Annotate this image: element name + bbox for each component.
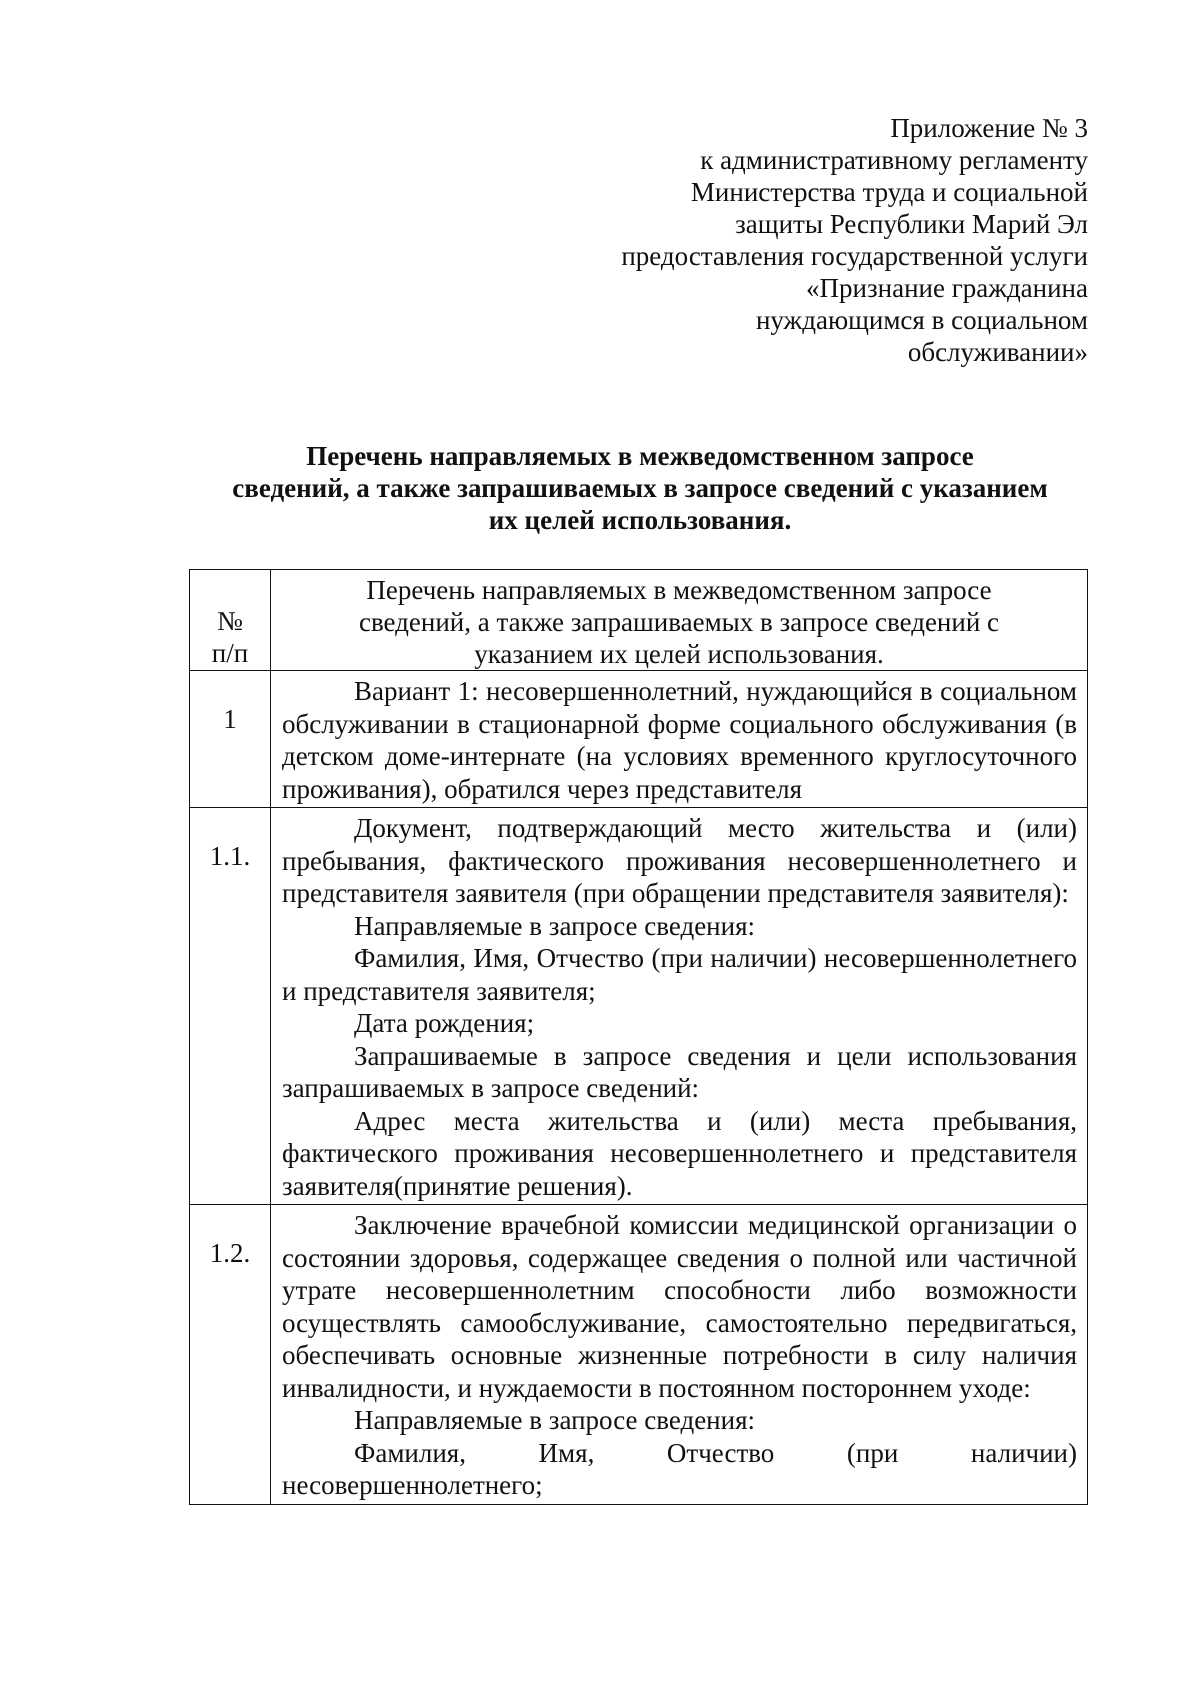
title-line: Перечень направляемых в межведомственном запросе — [306, 441, 974, 471]
appendix-line: «Признание гражданина — [806, 273, 1088, 303]
table-row — [190, 671, 1088, 808]
header-num-cell — [190, 570, 271, 671]
row-paragraph: Фамилия, Имя, Отчество (при наличии) несовершеннолетнего; — [282, 1437, 1077, 1500]
row-text-cell — [271, 808, 1088, 1205]
row-number-cell — [190, 808, 271, 1205]
title-line: их целей использования. — [488, 505, 792, 535]
row-paragraph: Дата рождения; — [354, 1008, 535, 1038]
title-line: сведений, а также запрашиваемых в запросе сведений с указанием — [232, 473, 1048, 503]
row-number-cell — [190, 671, 271, 808]
header-num-label: п/п — [211, 638, 249, 668]
table-row — [190, 808, 1088, 1205]
appendix-line: предоставления государственной услуги — [621, 241, 1088, 271]
row-number: 1.1. — [209, 841, 251, 871]
table-header-row — [190, 570, 1088, 671]
appendix-header — [528, 112, 1088, 368]
row-paragraph: Заключение врачебной комиссии медицинской организации о состоянии здоровья, содержащее сведения о полной или частичной утрате несовершеннолетним способности либо возможности осуществлять самообслуживание, самостоятельно передвигаться, обеспечивать основные жизненные потребности в силу наличия инвалидности, и нуждаемости в постоянном постороннем уходе: — [282, 1210, 1077, 1403]
table-row — [190, 1205, 1088, 1505]
row-paragraph: Вариант 1: несовершеннолетний, нуждающийся в социальном обслуживании в стационарной форме социального обслуживания (в детском доме-интернате (на условиях временного круглосуточного проживания), обратился через представителя — [282, 676, 1077, 804]
row-number: 1 — [223, 704, 237, 734]
appendix-line: Приложение № 3 — [890, 113, 1088, 143]
row-paragraph: Адрес места жительства и (или) места пребывания, фактического проживания несовершеннолетнего и представителя заявителя(принятие решения). — [282, 1105, 1077, 1201]
header-line: Перечень направляемых в межведомственном запросе — [366, 575, 992, 605]
appendix-line: защиты Республики Марий Эл — [735, 209, 1088, 239]
appendix-line: нуждающимся в социальном — [755, 305, 1088, 335]
header-line: указанием их целей использования. — [474, 639, 884, 669]
row-text-cell — [271, 1205, 1088, 1505]
row-paragraph: Запрашиваемые в запросе сведения и цели использования запрашиваемых в запросе сведений: — [282, 1040, 1077, 1103]
header-text-cell — [271, 570, 1088, 671]
row-text-cell — [271, 671, 1088, 808]
appendix-line: Министерства труда и социальной — [690, 177, 1088, 207]
row-paragraph: Направляемые в запросе сведения: — [354, 910, 755, 941]
row-paragraph: Фамилия, Имя, Отчество (при наличии) несовершеннолетнего и представителя заявителя; — [282, 943, 1077, 1006]
appendix-line: к административному регламенту — [700, 145, 1088, 175]
appendix-line: обслуживании» — [907, 337, 1088, 367]
row-paragraph: Направляемые в запросе сведения: — [354, 1405, 755, 1435]
row-number: 1.2. — [209, 1238, 251, 1268]
row-paragraph: Документ, подтверждающий место жительства и (или) пребывания, фактического проживания несовершеннолетнего и представителя заявителя (при обращении представителя заявителя): — [282, 813, 1077, 908]
row-number-cell — [190, 1205, 271, 1505]
header-num-symbol: № — [217, 606, 243, 636]
header-line: сведений, а также запрашиваемых в запросе сведений с — [358, 607, 1000, 637]
information-table — [189, 569, 1088, 1505]
document-title — [200, 440, 1080, 536]
